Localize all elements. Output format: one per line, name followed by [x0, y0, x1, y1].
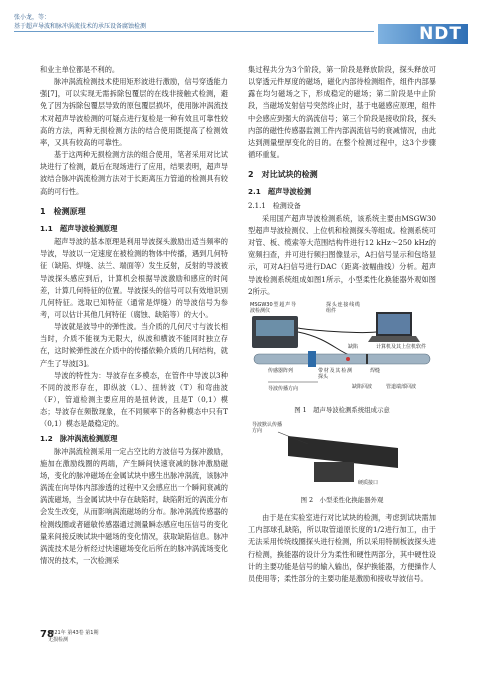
rigid-module: [314, 462, 354, 482]
label-computer: 计算机及其上位机软件: [376, 343, 427, 350]
logo-text: NDT: [419, 24, 462, 44]
header-author: 张小龙，等：: [14, 14, 51, 21]
right-column: [248, 64, 436, 585]
figure-2-caption: 图 2 小型柔性化换能器外观: [300, 495, 384, 504]
weld-mark: [366, 354, 368, 364]
instrument-screen: [256, 320, 294, 336]
paragraph: 由于是在实验室进行对比试块的检测，考虑到试块需加工内部球孔缺陷，所以取管道原长度的1/2进行加工，由于无法采用传统线圈探头进行检测，所以采用特制板波探头进行检测，换能器的设计分为柔性和硬性两部分，其中硬性设计的主要功能是信号的输入输出，保护换能器，方便操作人员使用等；柔性部分的主要功能是激励和接收导波信号。: [248, 513, 436, 583]
subsubsection-heading: 2.1.1 检测设备: [248, 201, 301, 210]
label-hard: 硬质接口: [358, 479, 379, 486]
label-defect: 缺陷: [348, 343, 359, 350]
paragraph: 导波的特性为：导波存在多模态，在管件中导波以3种不同的波形存在，即纵波（L）、扭转波（T）和弯曲波（F），管道检测主要应用的是扭转波，且是T（0,1）模态；导波存在频散现象，在不同频率下的各种模态中只有T（0,1）模态是最稳定的。: [40, 370, 228, 429]
label-sensor-ring: 传感器阵列: [268, 367, 294, 374]
figure-1-caption: 图 1 超声导波检测系统组成示意: [294, 405, 390, 414]
pipe: [254, 354, 430, 364]
journal-logo: [378, 24, 468, 44]
sensor-ring: [308, 351, 316, 367]
journal-info: [48, 630, 98, 644]
header-rule: [14, 31, 374, 32]
label-wave-dir: 导波传播方向: [268, 385, 299, 392]
paragraph: 和业主单位都是不利的。: [40, 65, 120, 74]
subsection-heading: 2.1 超声导波检测: [248, 187, 312, 197]
data-cable: [298, 328, 376, 333]
label-instrument: MSGW30型超声导波检测仪: [250, 301, 296, 314]
paragraph: 基于这两种无损检测方法的组合使用，笔者采用对比试块进行了检测，最后在现场进行了应用，结果表明，超声导波结合脉冲涡流检测方法对于长距离压力管道的检测具有较高的可行性。: [40, 150, 228, 196]
section-heading: 1 检测原理: [40, 206, 86, 216]
paragraph: 采用国产超声导波检测系统，该系统主要由MSGW30型超声导波检测仪、上位机和检测探头等组成。检测系统可对管、板、缆索等大范围结构件进行12 kHz～250 kHz的宽频扫查，并可进行频扫图像显示，A扫信号显示和包络显示，可对A扫信号进行DAC（距离-波幅曲线）分析。超声导波检测系统组成如图1所示，小型柔性化换能器外观如图2所示。: [248, 213, 436, 296]
page-header: [0, 0, 480, 52]
probe-cable: [298, 332, 352, 356]
label-strap: 带材及其检测探头: [318, 367, 352, 380]
figure-2: [248, 422, 436, 492]
subsection-heading: 1.2 脉冲涡流检测原理: [40, 433, 118, 443]
laptop-keyboard: [368, 336, 420, 342]
paragraph: 集过程共分为3个阶段，第一阶段是释放阶段，探头释放可以穿透元件厚度的磁场，磁化内部待检测组件，组件内部暴露在均匀磁场之下，形成稳定的磁场；第二阶段是中止阶段，当磁场发射信号突然终止时，基于电磁感应原理，组件中会感应到强大的涡流信号；第三个阶段是接收阶段，探头内部的磁性传感器监测工件内部涡流信号的衰减情况，由此达到测量壁厚变化的目的。在整个检测过程中，这3个步骤循环重复。: [248, 65, 436, 160]
label-defect-return: 缺陷回波: [352, 383, 373, 390]
label-weld: 焊缝: [370, 367, 381, 374]
paragraph: 脉冲涡流检测技术使用矩形波进行激励，信号穿透能力强[7]，可以实现无需拆除包覆层的在线非接触式检测，避免了因为拆除包覆层导致的原包覆层损坏，使用脉冲涡流技术对超声导波检测的可疑点进行复检是一种有效且可靠性较高的方法，两种无损检测方法的结合使用既提高了检测效率，又具有较高的可靠性。: [40, 77, 228, 147]
journal-issue: 2021年 第43卷 第1期: [48, 630, 99, 636]
defect-mark: [346, 357, 350, 361]
subsection-heading: 1.1 超声导波检测原理: [40, 223, 118, 233]
paragraph: 脉冲涡流检测采用一定占空比的方波信号为探冲激励，施加在激励线圈的两端，产生瞬间快速衰减的脉冲激励磁场，变化的脉冲磁场在金属试块中感生出脉冲涡流，该脉冲涡流在向导体内部渗透的过程中又会感应出一个瞬间衰减的涡流磁场，当金属试块中存在缺陷时，缺陷附近的涡流分布会发生改变，从而影响涡流磁场的分布。脉冲涡流传感器的检测线圈或者磁敏传感器通过测量瞬态感应电压信号的变化量来间接反映试块中磁场的变化情况，获取缺陷信息。脉冲涡流技术是分析经过快速磁场变化后所在的脉冲涡流场变化情况的技术，一次检测采: [40, 446, 228, 566]
laptop-display: [378, 314, 410, 334]
left-column: [40, 64, 228, 567]
figure-1: [248, 302, 436, 402]
paragraph: 超声导波的基本原理是利用导波探头激励出适当频率的导波，导波以一定速度在被检测的物体中传播，遇到几何特征（缺陷、焊缝、法兰、端面等）发生反射，反射的导波被导波探头感应到后，计算机会根据导波激励和感应的时间差，计算几何特征的位置。导波探头的信号可以有效地识别几何特征。选取已知特征（通常是焊缝）的导波信号为参考，可以估计其他几何特征（腐蚀、缺陷等）的大小。: [40, 237, 228, 319]
paragraph: 导波就是波导中的弹性波。当介质的几何尺寸与波长相当时，介质不能视为无限大，纵波和横波不能同时独立存在，这时候弹性波在介质中的传播依赖介质的几何结构，就产生了导波[3]。: [40, 322, 228, 368]
label-probe-cable: 探头连接线缆组件: [326, 301, 360, 314]
label-spring: 导波默认传播方向: [252, 421, 283, 434]
label-tube-echo: 管道端部回波: [386, 383, 417, 390]
section-heading: 2 对比试块的检测: [248, 170, 318, 180]
page-number: 78: [40, 629, 54, 640]
journal-name: 无损检测: [48, 637, 69, 643]
header-title: 基于超声导波和脉冲涡流技术的承压设备腐蚀检测: [14, 23, 147, 30]
